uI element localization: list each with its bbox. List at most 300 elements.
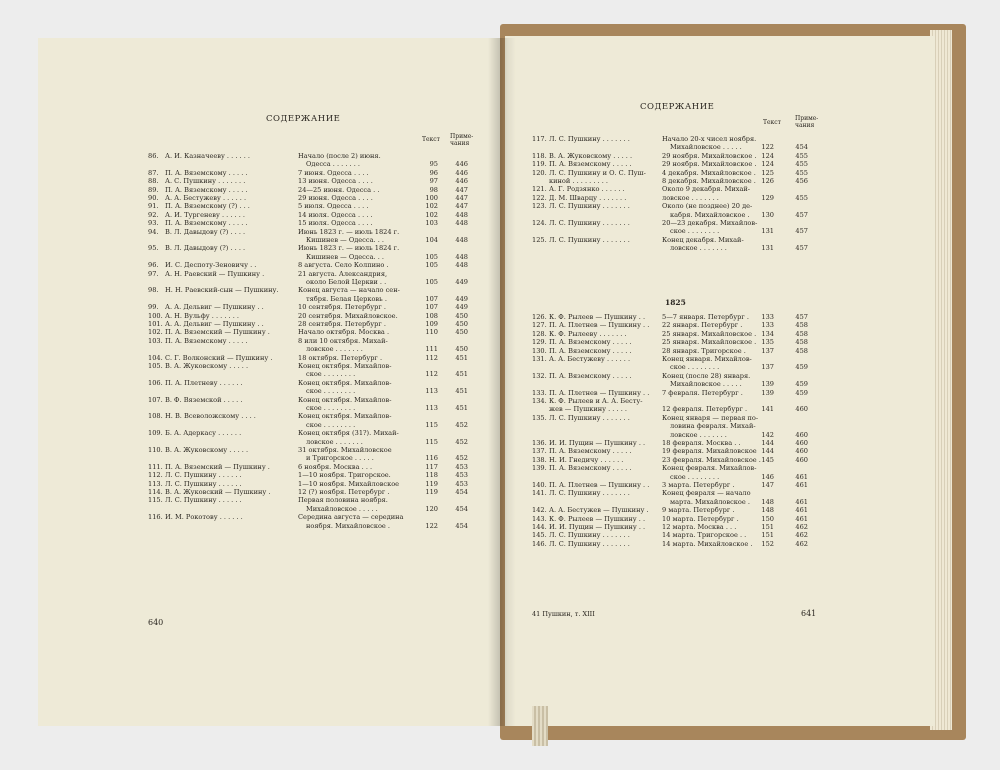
entry-number: 143.	[532, 514, 547, 523]
entry-text-page: 130	[761, 210, 774, 219]
entry-number: 109.	[148, 429, 163, 438]
entry-description: Конец октября. Михайлов-	[298, 412, 392, 421]
entry-notes-page: 446	[455, 168, 468, 177]
entry-notes-page: 450	[455, 320, 468, 328]
toc-entry	[532, 355, 832, 372]
entry-text-page: 137	[761, 346, 774, 355]
left-page-number: 640	[148, 618, 164, 627]
entry-notes-page: 452	[455, 420, 468, 429]
toc-entry	[148, 194, 478, 202]
entry-text-page: 148	[761, 497, 774, 506]
entry-description: Конец февраля. Михайлов-	[662, 464, 757, 473]
entry-notes-page: 458	[795, 338, 808, 347]
entry-text-page: 107	[425, 294, 438, 303]
entry-text-page: 134	[761, 329, 774, 338]
entry-recipient: жев — Пушкину . . . . .	[549, 405, 627, 414]
entry-description: 25 января. Михайловское .	[662, 338, 757, 347]
entry-text-page: 144	[761, 439, 774, 447]
right-page-number: 641	[801, 609, 817, 618]
entry-text-page: 142	[761, 430, 774, 439]
entry-description: 15 июля. Одесса . . . .	[298, 219, 373, 228]
entry-notes-page: 453	[455, 471, 468, 480]
entry-recipient: П. А. Вяземскому . . . . .	[549, 338, 632, 347]
entry-description: Кишинев — Одесса. . .	[306, 235, 384, 244]
entry-text-page: 133	[761, 313, 774, 321]
entry-recipient: С. Г. Волконский — Пушкину .	[165, 353, 273, 362]
entry-notes-page: 448	[455, 219, 468, 228]
entry-text-page: 96	[429, 168, 438, 177]
toc-entry	[148, 244, 478, 261]
toc-entry	[532, 313, 832, 321]
toc-entry	[532, 506, 832, 514]
entry-text-page: 107	[425, 303, 438, 312]
entry-recipient: А. Н. Раевский — Пушкину .	[165, 269, 265, 278]
entry-text-page: 109	[425, 320, 438, 328]
entry-number: 95.	[148, 244, 159, 253]
entry-description: Начало (после 2) июня.	[298, 152, 381, 160]
entry-recipient: П. А. Вяземскому . . . . .	[549, 447, 632, 456]
entry-number: 100.	[148, 311, 163, 320]
entry-description: ноября. Михайловское .	[306, 521, 391, 530]
entry-text-page: 135	[761, 338, 774, 347]
entry-text-page: 119	[425, 479, 438, 488]
toc-entry	[532, 389, 832, 397]
entry-number: 136.	[532, 439, 547, 447]
entry-description: 6 ноября. Москва . . .	[298, 462, 373, 471]
entry-number: 131.	[532, 355, 547, 363]
entry-number: 117.	[532, 135, 547, 143]
entry-notes-page: 453	[455, 462, 468, 471]
entry-recipient: П. А. Вяземскому . . . . .	[549, 464, 632, 473]
entry-description: ловское . . . . . . .	[306, 437, 363, 446]
entry-recipient: Л. С. Пушкину . . . . . . .	[549, 489, 630, 498]
entry-notes-page: 455	[795, 160, 808, 169]
toc-entry	[148, 186, 478, 194]
entry-description: 20 сентября. Михайловское.	[298, 311, 398, 320]
entry-description: 29 ноября. Михайловское .	[662, 151, 757, 160]
entry-text-page: 124	[761, 151, 774, 160]
entry-description: Первая половина ноября.	[298, 496, 388, 505]
entry-description: около Белой Церкви . .	[306, 277, 387, 286]
toc-entry	[148, 480, 478, 488]
right-col-notes: Приме-чания	[795, 115, 819, 129]
toc-entry	[532, 321, 832, 329]
toc-entry	[148, 446, 478, 463]
entry-text-page: 113	[425, 403, 438, 412]
entry-description: 28 сентября. Петербург .	[298, 320, 386, 328]
toc-entry	[148, 228, 478, 245]
entry-recipient: А. Г. Родзянко . . . . . .	[549, 185, 625, 194]
entry-text-page: 131	[761, 227, 774, 236]
entry-description: Июнь 1823 г. — июль 1824 г.	[298, 227, 400, 236]
entry-number: 139.	[532, 464, 547, 473]
entry-number: 113.	[148, 479, 163, 488]
entry-number: 142.	[532, 506, 547, 515]
entry-number: 119.	[532, 160, 547, 169]
toc-entry	[532, 456, 832, 464]
toc-entry	[532, 177, 832, 185]
entry-recipient: Д. М. Шварцу . . . . . . .	[549, 193, 627, 202]
entry-description: марта. Михайловское .	[670, 497, 750, 506]
entry-notes-page: 458	[795, 321, 808, 330]
entry-notes-page: 455	[795, 168, 808, 177]
toc-entry	[148, 488, 478, 496]
entry-description: Конец октября. Михайлов-	[298, 362, 392, 370]
entry-notes-page: 461	[795, 497, 808, 506]
right-page-header: СОДЕРЖАНИЕ	[640, 102, 715, 112]
entry-recipient: Л. С. Пушкину . . . . . .	[165, 496, 242, 505]
toc-entry	[148, 303, 478, 311]
entry-number: 144.	[532, 523, 547, 531]
entry-recipient: Л. С. Пушкину и О. С. Пуш-	[549, 168, 646, 177]
entry-description: ловское . . . . . . .	[306, 345, 363, 354]
entry-recipient: Л. С. Пушкину . . . . . . .	[549, 219, 630, 227]
entry-text-page: 146	[761, 472, 774, 481]
entry-recipient: П. А. Вяземский — Пушкину .	[165, 462, 270, 471]
toc-entry	[532, 439, 832, 447]
entry-description: 25 января. Михайловское .	[662, 329, 757, 338]
entry-text-page: 98	[429, 185, 438, 194]
entry-number: 87.	[148, 168, 159, 177]
entry-recipient: П. А. Вяземскому . . . . .	[549, 160, 632, 169]
entry-recipient: П. А. Плетнев — Пушкину . .	[549, 321, 650, 330]
entry-recipient: А. А. Бестужеву . . . . . .	[165, 194, 247, 202]
entry-number: 102.	[148, 328, 163, 337]
entry-description: 7 июня. Одесса . . . .	[298, 168, 369, 177]
entry-notes-page: 452	[455, 454, 468, 463]
entry-notes-page: 450	[455, 328, 468, 337]
entry-number: 126.	[532, 313, 547, 321]
toc-entry	[532, 515, 832, 523]
left-toc	[148, 152, 478, 530]
entry-notes-page: 459	[795, 363, 808, 372]
entry-description: 8 или 10 октября. Михай-	[298, 336, 388, 345]
entry-description: 14 июля. Одесса . . . .	[298, 210, 373, 219]
entry-description: ловское . . . . . . .	[662, 193, 719, 202]
entry-number: 107.	[148, 395, 163, 404]
entry-number: 94.	[148, 227, 159, 236]
entry-recipient: П. А. Вяземский — Пушкину .	[165, 328, 270, 337]
entry-text-page: 126	[761, 177, 774, 185]
entry-notes-page: 448	[455, 261, 468, 270]
entry-recipient: киной . . . . . . . . .	[549, 177, 609, 185]
entry-notes-page: 454	[455, 488, 468, 496]
toc-entry	[148, 270, 478, 287]
entry-description: ловское . . . . . . .	[670, 244, 727, 253]
entry-notes-page: 456	[795, 177, 808, 185]
entry-text-page: 148	[761, 506, 774, 515]
entry-recipient: П. А. Вяземскому . . . . .	[165, 185, 248, 194]
entry-text-page: 122	[761, 143, 774, 152]
entry-recipient: А. А. Бестужев — Пушкину .	[549, 506, 649, 515]
entry-text-page: 120	[425, 504, 438, 513]
entry-description: Конец (после 28) января.	[662, 371, 751, 380]
entry-description: ское . . . . . . . .	[306, 387, 356, 396]
entry-number: 96.	[148, 261, 159, 270]
entry-number: 141.	[532, 489, 547, 498]
entry-number: 124.	[532, 219, 547, 227]
entry-description: Конец января. Михайлов-	[662, 355, 752, 363]
entry-notes-page: 459	[795, 388, 808, 397]
entry-text-page: 125	[761, 168, 774, 177]
entry-recipient: И. И. Пущин — Пушкину . .	[549, 439, 646, 447]
entry-recipient: П. А. Плетнев — Пушкину . .	[549, 388, 650, 397]
right-col-text: Текст	[763, 119, 781, 126]
toc-entry	[532, 540, 832, 548]
toc-entry	[532, 219, 832, 236]
entry-number: 106.	[148, 378, 163, 387]
toc-entry	[148, 396, 478, 413]
entry-text-page: 152	[761, 539, 774, 548]
entry-description: Июнь 1823 г. — июль 1824 г.	[298, 244, 400, 253]
entry-recipient: П. А. Вяземскому . . . . .	[549, 346, 632, 355]
year-heading: 1825	[665, 298, 686, 307]
entry-notes-page: 451	[455, 403, 468, 412]
entry-notes-page: 448	[455, 252, 468, 261]
entry-text-page: 151	[761, 523, 774, 531]
entry-description: 18 февраля. Москва . .	[662, 439, 741, 447]
entry-text-page: 124	[761, 160, 774, 169]
entry-description: 5 июля. Одесса . . . .	[298, 202, 369, 211]
entry-text-page: 102	[425, 202, 438, 211]
entry-text-page: 144	[761, 447, 774, 456]
entry-notes-page: 454	[455, 521, 468, 530]
entry-description: кабря. Михайловское .	[670, 210, 750, 219]
entry-recipient: В. А. Жуковскому . . . . .	[165, 446, 249, 454]
entry-recipient: Л. С. Пушкину . . . . . .	[165, 471, 242, 480]
entry-description: Начало октября. Москва .	[298, 328, 390, 337]
entry-description: ское . . . . . . . .	[670, 363, 720, 372]
entry-number: 88.	[148, 177, 159, 186]
toc-entry	[148, 379, 478, 396]
entry-description: 10 марта. Петербург .	[662, 514, 739, 523]
toc-entry	[148, 429, 478, 446]
toc-entry	[532, 202, 832, 219]
entry-text-page: 115	[425, 437, 438, 446]
entry-number: 118.	[532, 151, 547, 160]
entry-number: 110.	[148, 446, 163, 454]
entry-description: Конец февраля — начало	[662, 489, 751, 498]
entry-notes-page: 447	[455, 185, 468, 194]
entry-description: ское . . . . . . . .	[306, 420, 356, 429]
entry-text-page: 116	[425, 454, 438, 463]
entry-notes-page: 449	[455, 303, 468, 312]
entry-recipient: В. А. Жуковский — Пушкину .	[165, 488, 271, 496]
entry-number: 89.	[148, 185, 159, 194]
entry-text-page: 133	[761, 321, 774, 330]
entry-text-page: 147	[761, 481, 774, 489]
entry-number: 134.	[532, 397, 547, 405]
entry-recipient: Л. С. Пушкину . . . . . . .	[549, 135, 630, 143]
toc-entry	[532, 185, 832, 193]
entry-number: 86.	[148, 152, 159, 160]
entry-notes-page: 447	[455, 194, 468, 202]
book-gutter	[488, 38, 516, 726]
entry-recipient: П. А. Плетнев — Пушкину . .	[549, 481, 650, 489]
entry-recipient: Б. А. Адеркасу . . . . . .	[165, 429, 242, 438]
entry-description: и Тригорское . . . . .	[306, 454, 374, 463]
toc-entry	[532, 372, 832, 389]
entry-description: Кишинев — Одесса. . .	[306, 252, 384, 261]
entry-number: 137.	[532, 447, 547, 456]
entry-text-page: 137	[761, 363, 774, 372]
entry-recipient: А. И. Тургеневу . . . . . .	[165, 210, 246, 219]
entry-text-page: 141	[761, 405, 774, 414]
entry-recipient: Л. С. Пушкину . . . . . . .	[549, 531, 630, 540]
entry-text-page: 131	[761, 244, 774, 253]
toc-entry	[148, 219, 478, 227]
entry-text-page: 97	[429, 177, 438, 186]
entry-number: 108.	[148, 412, 163, 421]
toc-entry	[532, 405, 832, 413]
entry-number: 116.	[148, 513, 163, 522]
entry-recipient: Л. С. Пушкину . . . . . . .	[549, 539, 630, 548]
entry-description: Конец октября. Михайлов-	[298, 378, 392, 387]
entry-description: 13 июня. Одесса . . . .	[298, 177, 373, 186]
entry-number: 103.	[148, 336, 163, 345]
toc-entry	[148, 354, 478, 362]
entry-text-page: 105	[425, 252, 438, 261]
entry-notes-page: 462	[795, 539, 808, 548]
entry-text-page: 108	[425, 311, 438, 320]
entry-number: 146.	[532, 539, 547, 548]
left-page-header: СОДЕРЖАНИЕ	[266, 114, 341, 124]
entry-recipient: В. А. Жуковскому . . . . .	[549, 151, 633, 160]
entry-description: 29 ноября. Михайловское .	[662, 160, 757, 169]
entry-text-page: 151	[761, 531, 774, 540]
toc-entry	[532, 523, 832, 531]
entry-text-page: 150	[761, 514, 774, 523]
entry-recipient: П. А. Вяземскому . . . . .	[165, 168, 248, 177]
toc-entry	[532, 464, 832, 481]
entry-description: Одесса . . . . . . .	[306, 160, 361, 169]
entry-number: 133.	[532, 388, 547, 397]
entry-recipient: П. А. Вяземскому . . . . .	[549, 371, 632, 380]
entry-notes-page: 449	[455, 294, 468, 303]
entry-description: 10 сентября. Петербург .	[298, 303, 386, 312]
toc-entry	[532, 169, 832, 177]
entry-notes-page: 451	[455, 353, 468, 362]
entry-text-page: 105	[425, 261, 438, 270]
entry-description: 12 февраля. Петербург .	[662, 405, 748, 414]
entry-description: 18 октября. Петербург .	[298, 353, 383, 362]
entry-notes-page: 455	[795, 193, 808, 202]
entry-number: 130.	[532, 346, 547, 355]
entry-number: 99.	[148, 303, 159, 312]
toc-entry	[148, 286, 478, 303]
toc-entry	[532, 489, 832, 506]
entry-recipient: В. Ф. Вяземской . . . . .	[165, 395, 243, 404]
entry-number: 92.	[148, 210, 159, 219]
entry-notes-page: 454	[795, 143, 808, 152]
entry-recipient: Н. И. Гнедичу . . . . . .	[549, 455, 624, 464]
entry-recipient: Л. С. Пушкину . . . . . . .	[549, 235, 630, 244]
toc-entry	[532, 397, 832, 405]
entry-notes-page: 460	[795, 455, 808, 464]
entry-recipient: Н. Н. Раевский-сын — Пушкину.	[165, 286, 279, 295]
entry-notes-page: 450	[455, 345, 468, 354]
entry-number: 101.	[148, 320, 163, 328]
entry-recipient: К. Ф. Рылеев — Пушкину . .	[549, 313, 646, 321]
entry-description: 12 марта. Москва . . .	[662, 523, 737, 531]
entry-text-page: 112	[425, 353, 438, 362]
entry-notes-page: 453	[455, 479, 468, 488]
entry-recipient: Л. С. Пушкину . . . . . . .	[549, 413, 630, 422]
entry-text-page: 117	[425, 462, 438, 471]
bookmark-ribbon	[532, 706, 548, 746]
entry-description: 14 марта. Михайловское .	[662, 539, 753, 548]
left-col-notes: Приме-чания	[450, 133, 474, 147]
entry-number: 97.	[148, 269, 159, 278]
entry-notes-page: 460	[795, 405, 808, 414]
entry-text-page: 122	[425, 521, 438, 530]
toc-entry	[148, 463, 478, 471]
entry-number: 121.	[532, 185, 547, 194]
entry-notes-page: 462	[795, 531, 808, 540]
entry-notes-page: 450	[455, 311, 468, 320]
left-page	[38, 38, 500, 726]
entry-text-page: 111	[425, 345, 438, 354]
entry-text-page: 139	[761, 380, 774, 389]
entry-description: 9 марта. Петербург .	[662, 506, 735, 515]
entry-text-page: 102	[425, 210, 438, 219]
entry-recipient: П. А. Плетневу . . . . . .	[165, 378, 243, 387]
toc-entry	[148, 320, 478, 328]
entry-description: Около 9 декабря. Михай-	[662, 185, 751, 194]
right-toc-before	[532, 135, 832, 253]
entry-description: 29 июня. Одесса . . . .	[298, 194, 373, 202]
entry-number: 105.	[148, 362, 163, 370]
toc-entry	[148, 513, 478, 530]
entry-description: 4 декабря. Михайловское .	[662, 168, 756, 177]
toc-entry	[148, 337, 478, 354]
entry-number: 127.	[532, 321, 547, 330]
entry-notes-page: 458	[795, 346, 808, 355]
signature-footer: 41 Пушкин, т. XIII	[532, 610, 595, 618]
entry-recipient: А. С. Пушкину . . . . . . .	[165, 177, 246, 186]
toc-entry	[532, 135, 832, 152]
entry-recipient: А. А. Дельвиг — Пушкину . .	[165, 303, 264, 312]
entry-text-page: 113	[425, 387, 438, 396]
entry-notes-page: 452	[455, 437, 468, 446]
entry-number: 91.	[148, 202, 159, 211]
entry-text-page: 118	[425, 471, 438, 480]
entry-number: 98.	[148, 286, 159, 295]
entry-description: тября. Белая Церковь .	[306, 294, 387, 303]
toc-entry	[148, 412, 478, 429]
entry-description: 1—10 ноября. Тригорское.	[298, 471, 391, 480]
entry-recipient: П. А. Вяземскому . . . . .	[165, 336, 248, 345]
toc-entry	[532, 414, 832, 439]
entry-recipient: Л. С. Пушкину . . . . . . .	[549, 202, 630, 211]
entry-number: 114.	[148, 488, 163, 496]
entry-notes-page: 457	[795, 313, 808, 321]
entry-recipient: А. А. Дельвиг — Пушкину . .	[165, 320, 264, 328]
entry-text-page: 112	[425, 370, 438, 379]
toc-entry	[148, 169, 478, 177]
entry-number: 128.	[532, 329, 547, 338]
entry-text-page: 129	[761, 193, 774, 202]
entry-notes-page: 458	[795, 329, 808, 338]
entry-text-page: 115	[425, 420, 438, 429]
toc-entry	[148, 152, 478, 169]
entry-description: Конец января — первая по-	[662, 413, 759, 422]
toc-entry	[532, 330, 832, 338]
toc-entry	[532, 160, 832, 168]
entry-number: 135.	[532, 413, 547, 422]
right-toc-after	[532, 313, 832, 548]
entry-text-page: 139	[761, 388, 774, 397]
